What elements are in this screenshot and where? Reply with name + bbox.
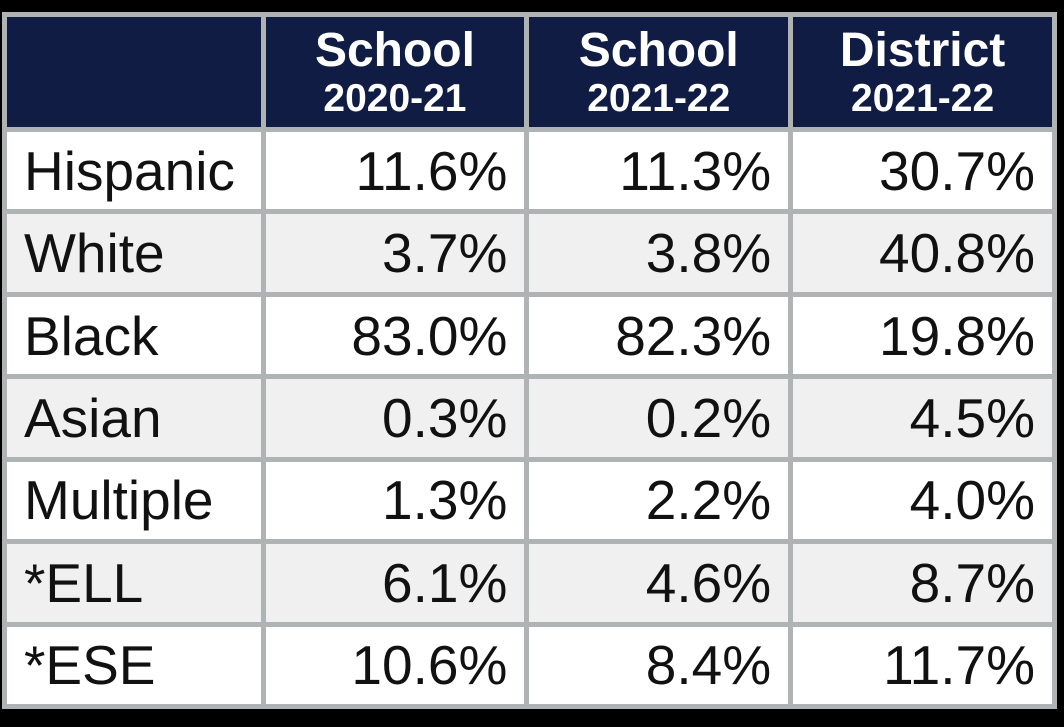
header-col-year: 2020-21 xyxy=(323,77,467,121)
row-value: 11.3% xyxy=(527,130,791,212)
row-label: *ELL xyxy=(5,542,264,624)
demographics-table xyxy=(2,12,1057,709)
table-row xyxy=(5,212,1055,294)
row-value: 4.6% xyxy=(527,542,791,624)
header-school-2021-22 xyxy=(527,15,791,130)
row-value: 6.1% xyxy=(263,542,527,624)
header-col-year: 2021-22 xyxy=(587,77,731,121)
table-row xyxy=(5,130,1055,212)
header-district-2021-22 xyxy=(791,15,1055,130)
row-value: 4.5% xyxy=(791,377,1055,459)
row-value: 19.8% xyxy=(791,294,1055,376)
header-corner-cell xyxy=(5,15,264,130)
row-value: 0.3% xyxy=(263,377,527,459)
row-value: 0.2% xyxy=(527,377,791,459)
row-value: 8.4% xyxy=(527,624,791,706)
table-row xyxy=(5,294,1055,376)
row-value: 40.8% xyxy=(791,212,1055,294)
row-value: 82.3% xyxy=(527,294,791,376)
header-row xyxy=(5,15,1055,130)
header-col-year: 2021-22 xyxy=(851,77,995,121)
table-row xyxy=(5,542,1055,624)
row-label: White xyxy=(5,212,264,294)
row-label: Asian xyxy=(5,377,264,459)
table-row xyxy=(5,624,1055,706)
table-body xyxy=(5,130,1055,707)
row-label: Black xyxy=(5,294,264,376)
row-value: 4.0% xyxy=(791,459,1055,541)
row-label: *ESE xyxy=(5,624,264,706)
row-value: 8.7% xyxy=(791,542,1055,624)
table-header xyxy=(5,15,1055,130)
demographics-table-container xyxy=(2,12,1057,709)
table-row xyxy=(5,377,1055,459)
row-value: 11.7% xyxy=(791,624,1055,706)
row-value: 83.0% xyxy=(263,294,527,376)
row-label: Multiple xyxy=(5,459,264,541)
row-label: Hispanic xyxy=(5,130,264,212)
row-value: 1.3% xyxy=(263,459,527,541)
header-school-2020-21 xyxy=(263,15,527,130)
header-col-title: School xyxy=(578,23,739,77)
table-row xyxy=(5,459,1055,541)
header-col-title: District xyxy=(839,23,1006,77)
row-value: 30.7% xyxy=(791,130,1055,212)
row-value: 10.6% xyxy=(263,624,527,706)
row-value: 3.8% xyxy=(527,212,791,294)
row-value: 11.6% xyxy=(263,130,527,212)
row-value: 3.7% xyxy=(263,212,527,294)
row-value: 2.2% xyxy=(527,459,791,541)
header-col-title: School xyxy=(314,23,475,77)
